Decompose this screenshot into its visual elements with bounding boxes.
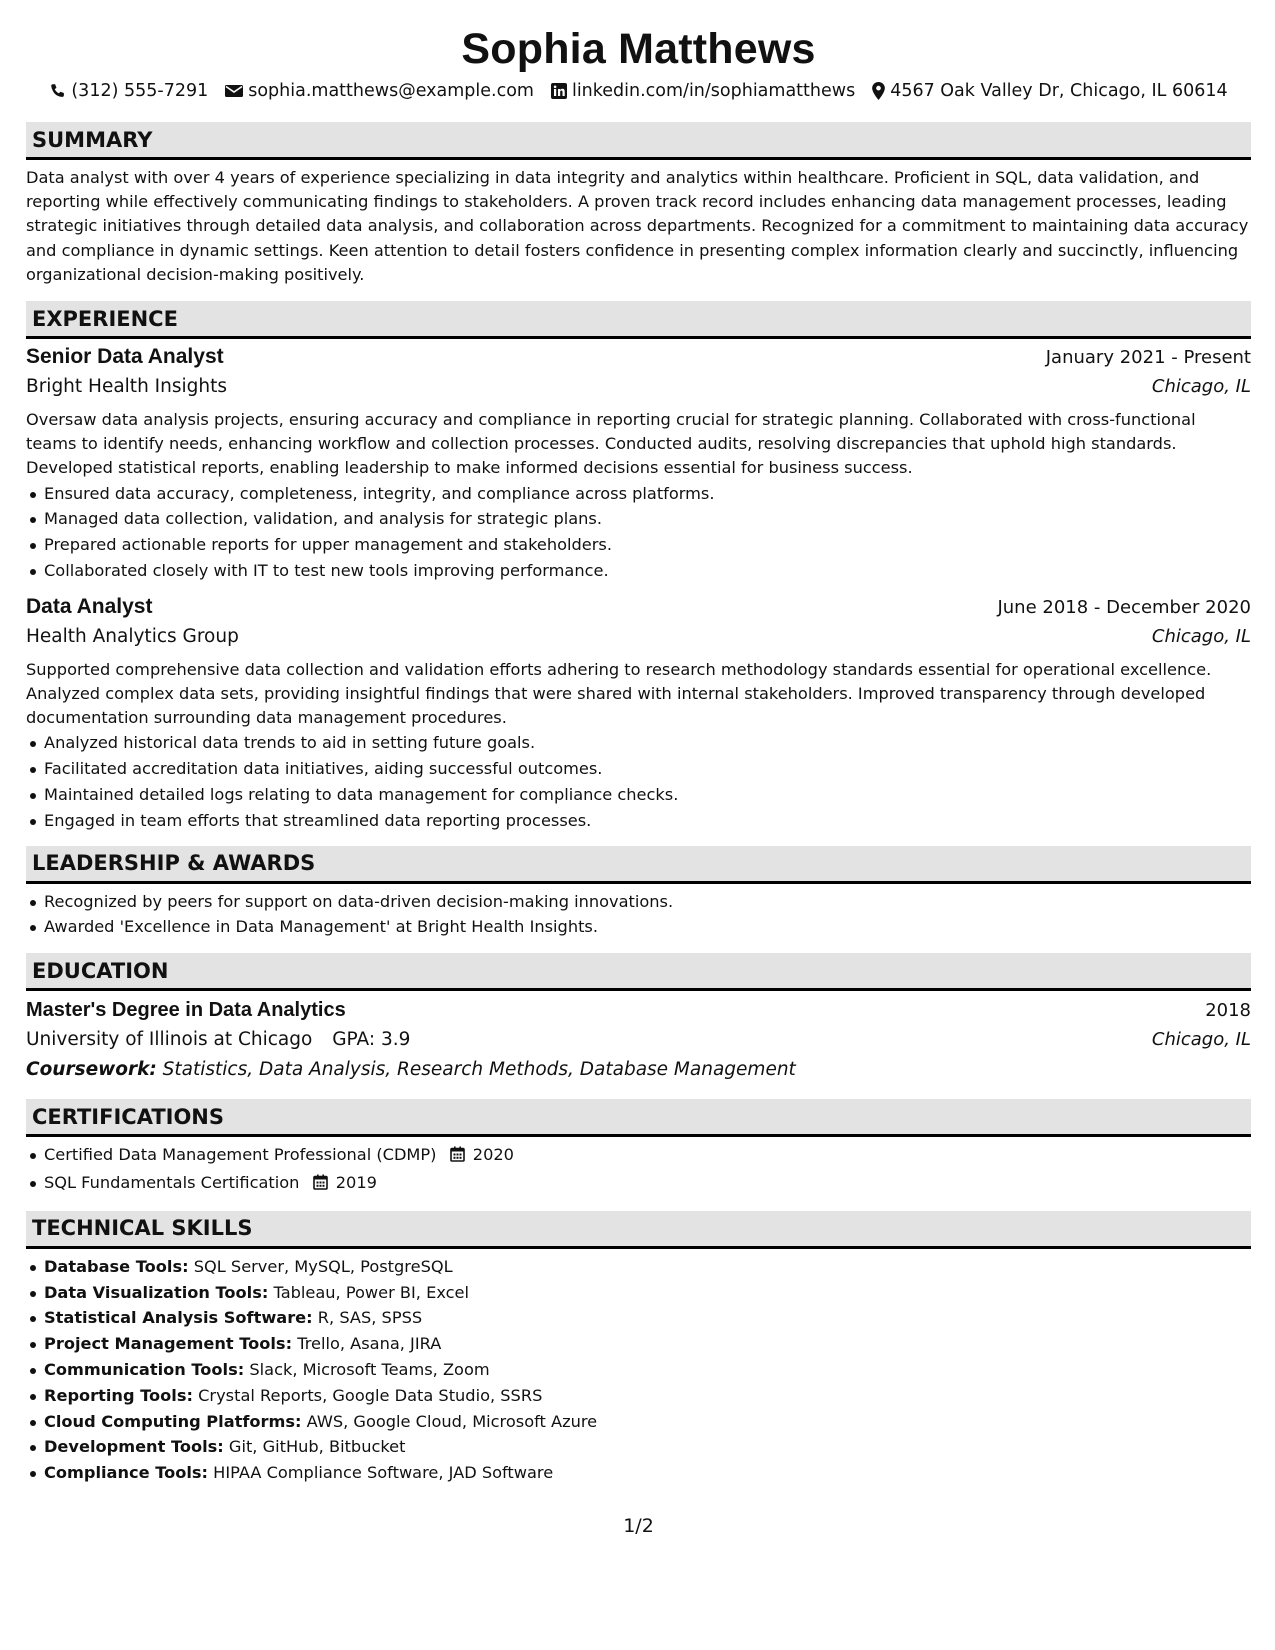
skill-value: HIPAA Compliance Software, JAD Software <box>213 1463 554 1483</box>
list-item <box>26 1305 1251 1331</box>
phone-text: (312) 555-7291 <box>71 81 209 101</box>
skill-label: Statistical Analysis Software: <box>44 1308 313 1328</box>
skill-value: R, SAS, SPSS <box>317 1308 423 1328</box>
certification-name: SQL Fundamentals Certification <box>44 1173 300 1192</box>
education-entry <box>26 995 1251 1085</box>
list-item <box>26 1280 1251 1306</box>
skill-value: Git, GitHub, Bitbucket <box>228 1437 406 1457</box>
job-company: Bright Health Insights <box>26 376 227 398</box>
graduation-year: 2018 <box>1205 1000 1251 1022</box>
section-heading-skills: TECHNICAL SKILLS <box>26 1211 1251 1249</box>
skills-list <box>26 1254 1251 1486</box>
list-item <box>26 1254 1251 1280</box>
linkedin-text: linkedin.com/in/sophiamatthews <box>571 81 856 101</box>
contact-bar <box>26 80 1251 102</box>
list-item: Engaged in team efforts that streamlined data reporting processes. <box>26 808 1251 834</box>
calendar-icon <box>450 1144 465 1170</box>
list-item: Analyzed historical data trends to aid in setting future goals. <box>26 730 1251 756</box>
job-description: Oversaw data analysis projects, ensuring accuracy and compliance in reporting crucial for strategic planning. Collaborated with cross-functional teams to identify needs, enhancing workflow and collection processes. Conducted audits, resolving discrepancies that uphold high standards. Developed statistical reports, enabling leadership to make informed decisions essential for business success. <box>26 410 1196 478</box>
coursework <box>26 1055 1251 1085</box>
map-pin-icon <box>872 82 885 100</box>
job-entry <box>26 592 1251 834</box>
coursework-list: Statistics, Data Analysis, Research Methods, Database Management <box>162 1059 796 1081</box>
list-item <box>26 1409 1251 1435</box>
job-bullets <box>26 481 1251 584</box>
certifications-list <box>26 1142 1251 1198</box>
skill-label: Compliance Tools: <box>44 1463 208 1483</box>
skill-label: Project Management Tools: <box>44 1334 293 1354</box>
list-item <box>26 1460 1251 1486</box>
skill-value: Trello, Asana, JIRA <box>297 1334 442 1354</box>
linkedin-icon <box>551 83 567 99</box>
address-text: 4567 Oak Valley Dr, Chicago, IL 60614 <box>890 81 1228 101</box>
job-dates: January 2021 - Present <box>1045 347 1251 369</box>
job-bullets <box>26 730 1251 833</box>
candidate-name: Sophia Matthews <box>461 25 816 73</box>
certification-year: 2019 <box>335 1173 377 1192</box>
list-item: Maintained detailed logs relating to data management for compliance checks. <box>26 782 1251 808</box>
list-item: Facilitated accreditation data initiatives, aiding successful outcomes. <box>26 756 1251 782</box>
skill-value: SQL Server, MySQL, PostgreSQL <box>193 1256 453 1276</box>
calendar-icon <box>313 1172 328 1198</box>
skill-label: Cloud Computing Platforms: <box>44 1411 302 1431</box>
job-entry <box>26 342 1251 584</box>
list-item: Ensured data accuracy, completeness, integrity, and compliance across platforms. <box>26 481 1251 507</box>
list-item: Recognized by peers for support on data-driven decision-making innovations. <box>26 889 1251 915</box>
email-text: sophia.matthews@example.com <box>248 81 534 101</box>
resume-page <box>26 22 1251 1537</box>
coursework-label: Coursework: <box>26 1059 157 1081</box>
list-item <box>26 1331 1251 1357</box>
skill-label: Reporting Tools: <box>44 1385 193 1405</box>
list-item <box>26 1383 1251 1409</box>
skill-label: Data Visualization Tools: <box>44 1282 269 1302</box>
job-title: Data Analyst <box>26 594 153 618</box>
summary-text: Data analyst with over 4 years of experience specializing in data integrity and analytics within healthcare. Proficient in SQL, data validation, and reporting while effectively communicating findings to stakeholders. A proven track record includes enhancing data management processes, leading strategic initiatives through detailed data analysis, and collaboration across departments. Recognized for a commitment to maintaining data accuracy and compliance in dynamic settings. Keen attention to detail fosters confidence in presenting complex information clearly and succinctly, influencing organizational decision-making positively. <box>26 168 1249 284</box>
list-item <box>26 1434 1251 1460</box>
contact-phone[interactable] <box>49 80 208 102</box>
list-item: Prepared actionable reports for upper management and stakeholders. <box>26 532 1251 558</box>
leadership-bullets <box>26 889 1251 941</box>
contact-address <box>872 80 1227 102</box>
section-heading-experience: EXPERIENCE <box>26 301 1251 339</box>
school-location: Chicago, IL <box>1151 1029 1251 1051</box>
skill-label: Communication Tools: <box>44 1359 245 1379</box>
section-heading-education: EDUCATION <box>26 953 1251 991</box>
envelope-icon <box>225 84 243 98</box>
certification-year: 2020 <box>472 1145 514 1165</box>
skill-label: Database Tools: <box>44 1256 189 1276</box>
contact-linkedin[interactable] <box>551 80 855 102</box>
skill-label: Development Tools: <box>44 1437 224 1457</box>
phone-icon <box>49 83 66 100</box>
job-company: Health Analytics Group <box>26 625 239 647</box>
contact-email[interactable] <box>225 80 534 102</box>
skill-value: Tableau, Power BI, Excel <box>273 1282 469 1302</box>
job-description: Supported comprehensive data collection and validation efforts adhering to research methodology standards essential for operational excellence. Analyzed complex data sets, providing insightful findings that were shared with internal stakeholders. Improved transparency through developed documentation surrounding data management procedures. <box>26 659 1212 728</box>
certification-name: Certified Data Management Professional (CDMP) <box>44 1145 437 1165</box>
list-item: Awarded 'Excellence in Data Management' at Bright Health Insights. <box>26 914 1251 940</box>
section-heading-summary: SUMMARY <box>26 122 1251 160</box>
list-item <box>26 1142 1251 1170</box>
list-item: Collaborated closely with IT to test new tools improving performance. <box>26 558 1251 584</box>
gpa: GPA: 3.9 <box>332 1029 411 1051</box>
skill-value: Crystal Reports, Google Data Studio, SSRS <box>198 1385 543 1405</box>
list-item <box>26 1170 1251 1198</box>
job-location: Chicago, IL <box>1151 625 1251 647</box>
section-heading-leadership: LEADERSHIP & AWARDS <box>26 846 1251 884</box>
job-title: Senior Data Analyst <box>26 345 224 369</box>
section-heading-certifications: CERTIFICATIONS <box>26 1099 1251 1137</box>
degree-title: Master's Degree in Data Analytics <box>26 999 346 1022</box>
skill-value: AWS, Google Cloud, Microsoft Azure <box>306 1411 598 1431</box>
school-name: University of Illinois at Chicago <box>26 1029 313 1051</box>
job-dates: June 2018 - December 2020 <box>997 596 1251 618</box>
list-item: Managed data collection, validation, and analysis for strategic plans. <box>26 506 1251 532</box>
page-number: 1/2 <box>623 1515 654 1537</box>
list-item <box>26 1357 1251 1383</box>
skill-value: Slack, Microsoft Teams, Zoom <box>249 1359 490 1379</box>
job-location: Chicago, IL <box>1151 376 1251 398</box>
